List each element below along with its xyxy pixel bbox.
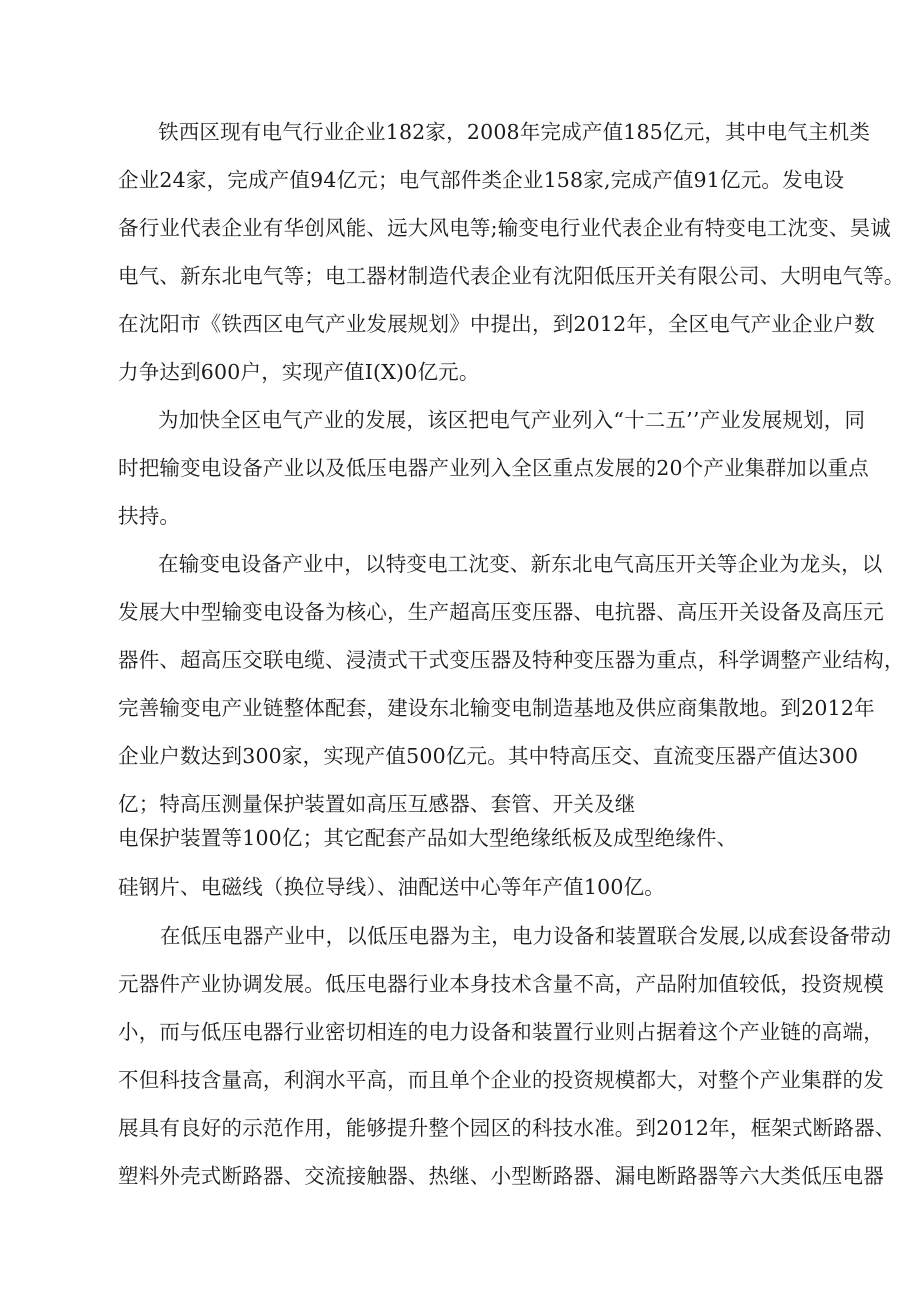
paragraph-4-line-3: 小，而与低压电器行业密切相连的电力设备和装置行业则占据着这个产业链的高端， (118, 1020, 884, 1044)
paragraph-1-line-3: 备行业代表企业有华创风能、远大风电等;输变电行业代表企业有特变电工沈变、昊诚 (118, 216, 892, 240)
paragraph-4-line-5: 展具有良好的示范作用，能够提升整个园区的科技水准。到2012年，框架式断路器、 (118, 1116, 896, 1140)
paragraph-3-line-3: 器件、超高压交联电缆、浸渍式干式变压器及特种变压器为重点，科学调整产业结构， (118, 648, 905, 672)
paragraph-4-line-6: 塑料外壳式断路器、交流接触器、热继、小型断路器、漏电断路器等六大类低压电器 (118, 1164, 884, 1188)
paragraph-3-line-5: 企业户数达到300家，实现产值500亿元。其中特高压交、直流变压器产值达300 (118, 744, 859, 768)
paragraph-2-line-3: 扶持。 (118, 504, 181, 528)
paragraph-1-line-2: 企业24家，完成产值94亿元；电气部件类企业158家,完成产值91亿元。发电设 (118, 168, 845, 192)
paragraph-3-line-8: 硅钢片、电磁线（换位导线）、油配送中心等年产值100亿。 (118, 875, 665, 899)
paragraph-4-line-2: 元器件产业协调发展。低压电器行业本身技术含量不高，产品附加值较低，投资规模 (118, 972, 884, 996)
paragraph-3-line-6: 亿；特高压测量保护装置如高压互感器、套管、开关及继 (118, 792, 636, 816)
paragraph-3-line-1: 在输变电设备产业中，以特变电工沈变、新东北电气高压开关等企业为龙头，以 (158, 552, 883, 576)
paragraph-2-line-1: 为加快全区电气产业的发展，该区把电气产业列入“十二五’’产业发展规划，同 (158, 408, 866, 432)
paragraph-3-line-4: 完善输变电产业链整体配套，建设东北输变电制造基地及供应商集散地。到2012年 (118, 696, 875, 720)
paragraph-2-line-2: 时把输变电设备产业以及低压电器产业列入全区重点发展的20个产业集群加以重点 (118, 456, 869, 480)
paragraph-3-line-7: 电保护装置等100亿；其它配套产品如大型绝缘纸板及成型绝缘件、 (118, 826, 738, 850)
paragraph-4-line-1: 在低压电器产业中，以低压电器为主，电力设备和装置联合发展,以成套设备带动 (160, 924, 892, 948)
paragraph-1-line-1: 铁西区现有电气行业企业182家，2008年完成产值185亿元，其中电气主机类 (158, 120, 871, 144)
paragraph-4-line-4: 不但科技含量高，利润水平高，而且单个企业的投资规模都大，对整个产业集群的发 (118, 1068, 884, 1092)
paragraph-1-line-6: 力争达到600户，实现产值Ⅰ(X)0亿元。 (118, 360, 480, 384)
paragraph-3-line-2: 发展大中型输变电设备为核心，生产超高压变压器、电抗器、高压开关设备及高压元 (118, 600, 884, 624)
paragraph-1-line-4: 电气、新东北电气等；电工器材制造代表企业有沈阳低压开关有限公司、大明电气等。 (118, 264, 905, 288)
paragraph-1-line-5: 在沈阳市《铁西区电气产业发展规划》中提出，到2012年，全区电气产业企业户数 (118, 312, 875, 336)
